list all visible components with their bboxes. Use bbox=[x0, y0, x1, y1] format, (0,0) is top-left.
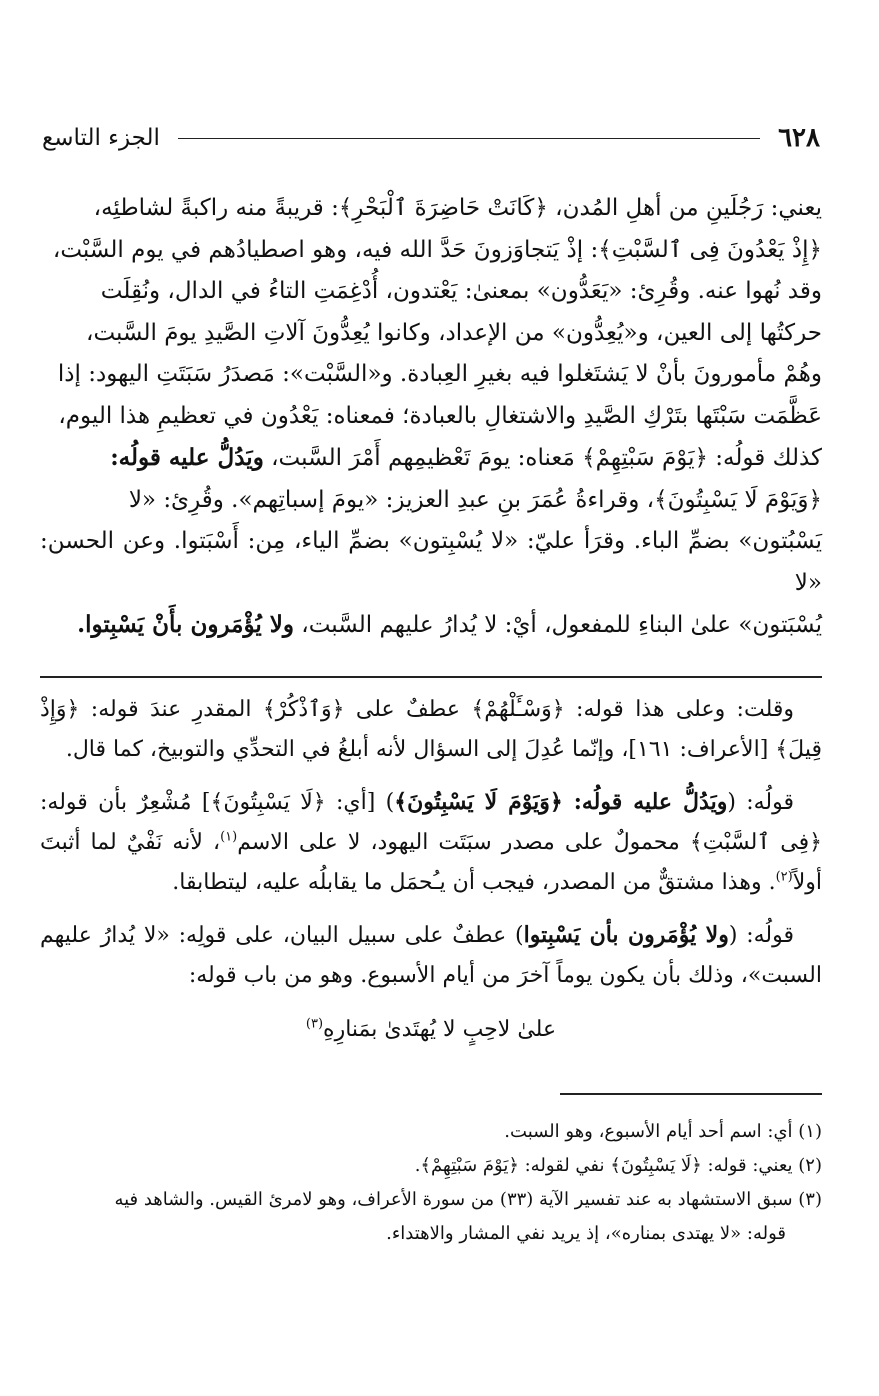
bold-quote: ولا يُؤْمَرون بأن يَسْبِتوا bbox=[523, 922, 729, 948]
verse-text: علىٰ لاحِبٍ لا يُهتَدىٰ بمَنارِهِ bbox=[323, 1017, 557, 1042]
footnote-1: (١) أي: اسم أحد أيام الأسبوع، وهو السبت. bbox=[504, 1121, 822, 1142]
gloss-text-run: ) عطفٌ على سبيل البيان، على قولِه: «لا يُدارُ عليهم السبت»، وذلك بأن يكون يوماً آخرَ من أيام الأسبوع. وهو من باب قوله: bbox=[40, 923, 822, 988]
commentary-line: ﴿إِذْ يَعْدُونَ فِى ٱلسَّبْتِ﴾: إذْ يَتجاوَزونَ حَدَّ الله فيه، وهو اصطيادُهم في يوم السَّبْت، bbox=[52, 236, 822, 263]
page-number: ٦٢٨ bbox=[778, 123, 820, 153]
commentary-line: وقد نُهوا عنه. وقُرِئ: «يَعَدُّون» بمعنىٰ: يَعْتدون، أُدْغِمَتِ التاءُ في الدال، ونُقِلَت bbox=[100, 278, 822, 304]
footnote-ref[interactable]: (١) bbox=[220, 829, 238, 845]
header-rule bbox=[178, 138, 760, 139]
footnote-3: (٣) سبق الاستشهاد به عند تفسير الآية (٣٣) من سورة الأعراف، وهو لامرئ القيس. والشاهد فيه bbox=[114, 1189, 822, 1210]
footnotes bbox=[40, 1115, 822, 1251]
commentary-line bbox=[40, 437, 822, 480]
commentary-text bbox=[40, 188, 822, 647]
commentary-line: حركتُها إلى العين، و«يُعِدُّون» من الإعداد، وكانوا يُعِدُّونَ آلاتِ الصَّيدِ يومَ السَّبت، bbox=[86, 319, 822, 346]
gloss-text-run: قولُه: ( bbox=[728, 923, 794, 948]
footnote-ref[interactable]: (٣) bbox=[305, 1016, 324, 1032]
footnote-ref[interactable]: (٢) bbox=[775, 869, 793, 885]
gloss-text bbox=[40, 690, 822, 1062]
poetry-verse bbox=[40, 1010, 822, 1050]
gloss-text-run: ) [أي: ﴿لَا يَسْبِتُونَ﴾] مُشْعِرٌ بأن قوله: ﴿فِى ٱلسَّبْتِ﴾ محمولٌ على مصدر سبَتَت اليهود، لا على الاسم bbox=[40, 790, 822, 855]
commentary-line: عَظَّمَت سَبْتَها بتَرْكِ الصَّيدِ والاشتغالِ بالعبادة؛ فمعناه: يَعْدُون في تعظيمِ هذا اليوم، bbox=[58, 402, 822, 429]
commentary-text-run: كذلك قولُه: ﴿يَوْمَ سَبْتِهِمْ﴾ مَعناه: يومَ تَعْظيمِهم أَمْرَ السَّبت، bbox=[263, 445, 822, 471]
gloss-text-run: ، لأنه نَفْيٌ لما أثبتَ أولاً bbox=[40, 830, 822, 895]
footnote-3-continued: قوله: «لا يهتدى بمناره»، إذ يريد نفي المشار والاهتداء. bbox=[386, 1223, 786, 1244]
commentary-line: يعني: رَجُلَينِ من أهلِ المُدن، ﴿كَانَتْ حَاضِرَةَ ٱلْبَحْرِ﴾: قريبةً منه راكبةً لشاطئِه، bbox=[93, 195, 822, 221]
section-divider bbox=[40, 676, 822, 678]
gloss-text-run: قولُه: ( bbox=[727, 790, 794, 815]
commentary-line: يَسْبُتون» بضمِّ الباء. وقرَأ عليّ: «لا يُسْبِتون» بضمِّ الياء، مِن: أَسْبَتوا. وعن الحسن: «لا bbox=[40, 528, 822, 596]
bold-quote: ويَدُلُّ عليه قولُه: ﴿وَيَوْمَ لَا يَسْبِتُونَ﴾ bbox=[394, 789, 728, 815]
running-title: الجزء التاسع bbox=[42, 125, 160, 151]
footnote-2: (٢) يعني: قوله: ﴿لَا يَسْبِتُونَ﴾ نفي لقوله: ﴿يَوْمَ سَبْتِهِمْ﴾. bbox=[414, 1155, 822, 1176]
footnote-divider bbox=[560, 1093, 822, 1095]
gloss-paragraph bbox=[40, 782, 822, 903]
gloss-paragraph bbox=[40, 915, 822, 996]
commentary-text-run: يُسْبَتون» علىٰ البناءِ للمفعول، أيْ: لا يُدارُ عليهم السَّبت، bbox=[293, 612, 822, 638]
bold-quote: ويَدُلُّ عليه قولُه: bbox=[110, 444, 264, 471]
commentary-line bbox=[40, 604, 822, 647]
commentary-line: ﴿وَيَوْمَ لَا يَسْبِتُونَ﴾، وقراءةُ عُمَرَ بنِ عبدِ العزيز: «يومَ إسباتِهم». وقُرِئ: «لا bbox=[128, 486, 822, 513]
bold-quote: ولا يُؤْمَرون بأَنْ يَسْبِتوا. bbox=[77, 611, 294, 638]
gloss-paragraph: وقلت: وعلى هذا قوله: ﴿وَسْـَٔلْهُمْ﴾ عطفٌ على ﴿وَٱذْكُرْ﴾ المقدرِ عندَ قوله: ﴿وَإِذْ قِيلَ﴾ [الأعراف: ١٦١]، وإنّما عُدِلَ إلى السؤال لأنه أبلغُ في التحدِّي والتوبيخ، كما قال. bbox=[40, 697, 822, 762]
gloss-text-run: . وهذا مشتقٌّ من المصدر، فيجب أن يـُحمَل ما يقابلُه عليه، ليتطابقا. bbox=[172, 870, 776, 895]
commentary-line: وهُمْ مأمورونَ بأنْ لا يَشتَغلوا فيه بغيرِ العِبادة. و«السَّبْت»: مَصدَرُ سَبَتَتِ اليهود: إذا bbox=[57, 361, 822, 387]
page-header bbox=[42, 118, 820, 158]
